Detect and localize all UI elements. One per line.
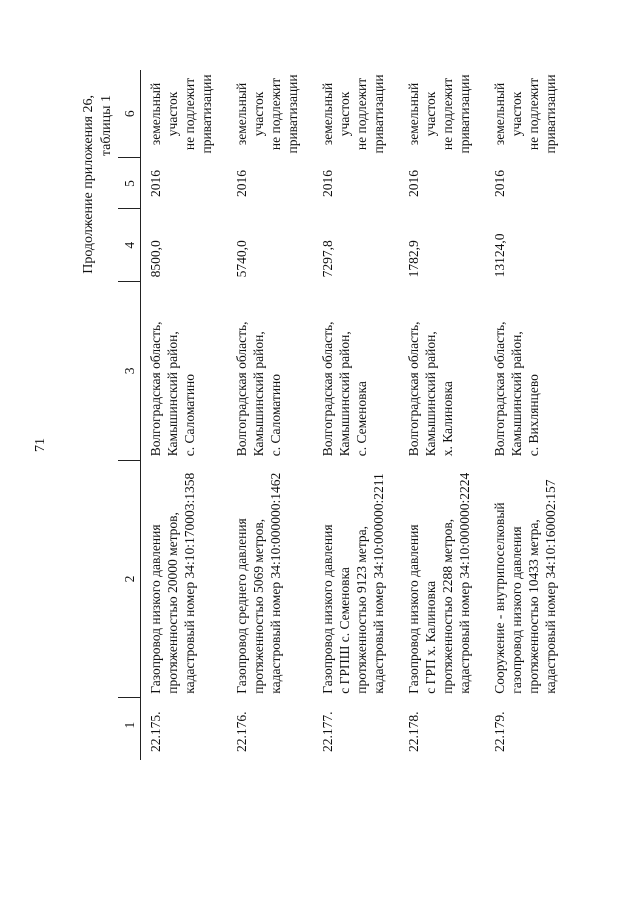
object-note-line: не подлежит <box>268 77 283 151</box>
object-note-line: земельный <box>406 82 421 146</box>
object-note-line: земельный <box>148 82 163 146</box>
object-year: 2016 <box>406 169 421 197</box>
object-note <box>141 70 228 158</box>
object-location-line: Волгоградская область, <box>406 321 421 457</box>
object-name-line: с ГРПШ с. Семеновка <box>337 567 352 694</box>
object-location-line: Волгоградская область, <box>234 321 249 457</box>
row-number: 22.178. <box>406 711 421 752</box>
object-year: 2016 <box>148 169 163 197</box>
object-location-line: Камышинский район, <box>337 331 352 457</box>
object-year: 2016 <box>234 169 249 197</box>
property-table <box>118 70 571 760</box>
caption-line-2: таблицы 1 <box>99 95 114 157</box>
object-location <box>399 281 485 460</box>
object-location-line: Камышинский район, <box>251 331 266 457</box>
object-area: 8500,0 <box>148 240 163 278</box>
object-location <box>485 281 571 460</box>
object-name-line: протяженностью 10433 метра, <box>526 519 541 694</box>
table-row <box>399 70 485 760</box>
caption-line-1: Продолжение приложения 26, <box>81 95 96 274</box>
object-note-line: приватизации <box>199 74 214 154</box>
table-body <box>141 70 572 760</box>
object-note-line: не подлежит <box>354 77 369 151</box>
object-note-line: земельный <box>320 82 335 146</box>
object-note-line: приватизации <box>285 74 300 154</box>
object-note-line: участок <box>165 91 180 137</box>
table-row <box>485 70 571 760</box>
object-name-line: кадастровый номер 34:10:170003:1358 <box>182 472 197 694</box>
object-note-line: земельный <box>234 82 249 146</box>
object-name-line: кадастровый номер 34:10:000000:2211 <box>371 473 386 694</box>
object-location-line: х. Калиновка <box>440 381 455 457</box>
object-area: 7297,8 <box>320 240 335 278</box>
object-name <box>313 460 399 697</box>
object-name <box>227 460 313 697</box>
object-note-line: участок <box>337 91 352 137</box>
object-name <box>485 460 571 697</box>
object-name-line: кадастровый номер 34:10:160002:157 <box>543 479 558 694</box>
object-location-line: с. Семеновка <box>354 381 369 457</box>
object-name-line: протяженностью 9123 метра, <box>354 525 369 694</box>
object-name-line: протяженностью 20000 метров, <box>165 512 180 694</box>
object-note-line: участок <box>509 91 524 137</box>
object-name-line: протяженностью 5069 метров, <box>251 518 266 694</box>
object-location-line: Волгоградская область, <box>320 321 335 457</box>
table-row <box>141 70 228 760</box>
object-location-line: Волгоградская область, <box>148 321 163 457</box>
row-number: 22.179. <box>492 711 507 752</box>
object-note <box>227 70 313 158</box>
header-col-6: 6 <box>118 70 141 158</box>
object-location-line: Камышинский район, <box>423 331 438 457</box>
object-year: 2016 <box>320 169 335 197</box>
page-number: 71 <box>33 438 48 452</box>
object-location <box>227 281 313 460</box>
object-note-line: участок <box>423 91 438 137</box>
object-area: 5740,0 <box>234 240 249 278</box>
object-name-line: Газопровод низкого давления <box>148 524 163 694</box>
object-name-line: Газопровод среднего давления <box>234 518 249 694</box>
object-name-line: газопровод низкого давления <box>509 526 524 694</box>
object-name-line: кадастровый номер 34:10:000000:1462 <box>268 472 283 694</box>
table-row <box>313 70 399 760</box>
object-name-line: кадастровый номер 34:10:000000:2224 <box>457 472 472 694</box>
row-number: 22.176. <box>234 711 249 752</box>
table-header-row <box>118 70 141 760</box>
object-note-line: участок <box>251 91 266 137</box>
object-note-line: приватизации <box>543 74 558 154</box>
object-note <box>313 70 399 158</box>
object-note-line: приватизации <box>457 74 472 154</box>
object-name <box>141 460 228 697</box>
table-row <box>227 70 313 760</box>
object-location-line: с. Вихлянцево <box>526 374 541 457</box>
object-location-line: Камышинский район, <box>509 331 524 457</box>
object-year: 2016 <box>492 169 507 197</box>
object-note-line: не подлежит <box>182 77 197 151</box>
object-location <box>313 281 399 460</box>
object-name-line: Газопровод низкого давления <box>320 524 335 694</box>
object-area: 13124,0 <box>492 233 507 278</box>
object-name-line: с ГРП х. Калиновка <box>423 580 438 694</box>
object-note <box>485 70 571 158</box>
object-note-line: не подлежит <box>526 77 541 151</box>
object-name <box>399 460 485 697</box>
object-name-line: протяженностью 2288 метров, <box>440 518 455 694</box>
header-col-1: 1 <box>118 698 141 760</box>
object-note <box>399 70 485 158</box>
header-col-2: 2 <box>118 460 141 697</box>
object-note-line: не подлежит <box>440 77 455 151</box>
object-location-line: с. Саломатино <box>182 373 197 457</box>
object-name-line: Сооружение - внутрипоселковый <box>492 502 507 694</box>
header-col-4: 4 <box>118 209 141 281</box>
row-number: 22.177. <box>320 711 335 752</box>
object-location <box>141 281 228 460</box>
object-note-line: земельный <box>492 82 507 146</box>
header-col-3: 3 <box>118 281 141 460</box>
header-col-5: 5 <box>118 158 141 209</box>
object-location-line: Волгоградская область, <box>492 321 507 457</box>
object-location-line: Камышинский район, <box>165 331 180 457</box>
object-area: 1782,9 <box>406 240 421 278</box>
object-name-line: Газопровод низкого давления <box>406 524 421 694</box>
table-caption <box>80 95 116 274</box>
object-location-line: с. Саломатино <box>268 373 283 457</box>
object-note-line: приватизации <box>371 74 386 154</box>
row-number: 22.175. <box>148 711 163 752</box>
